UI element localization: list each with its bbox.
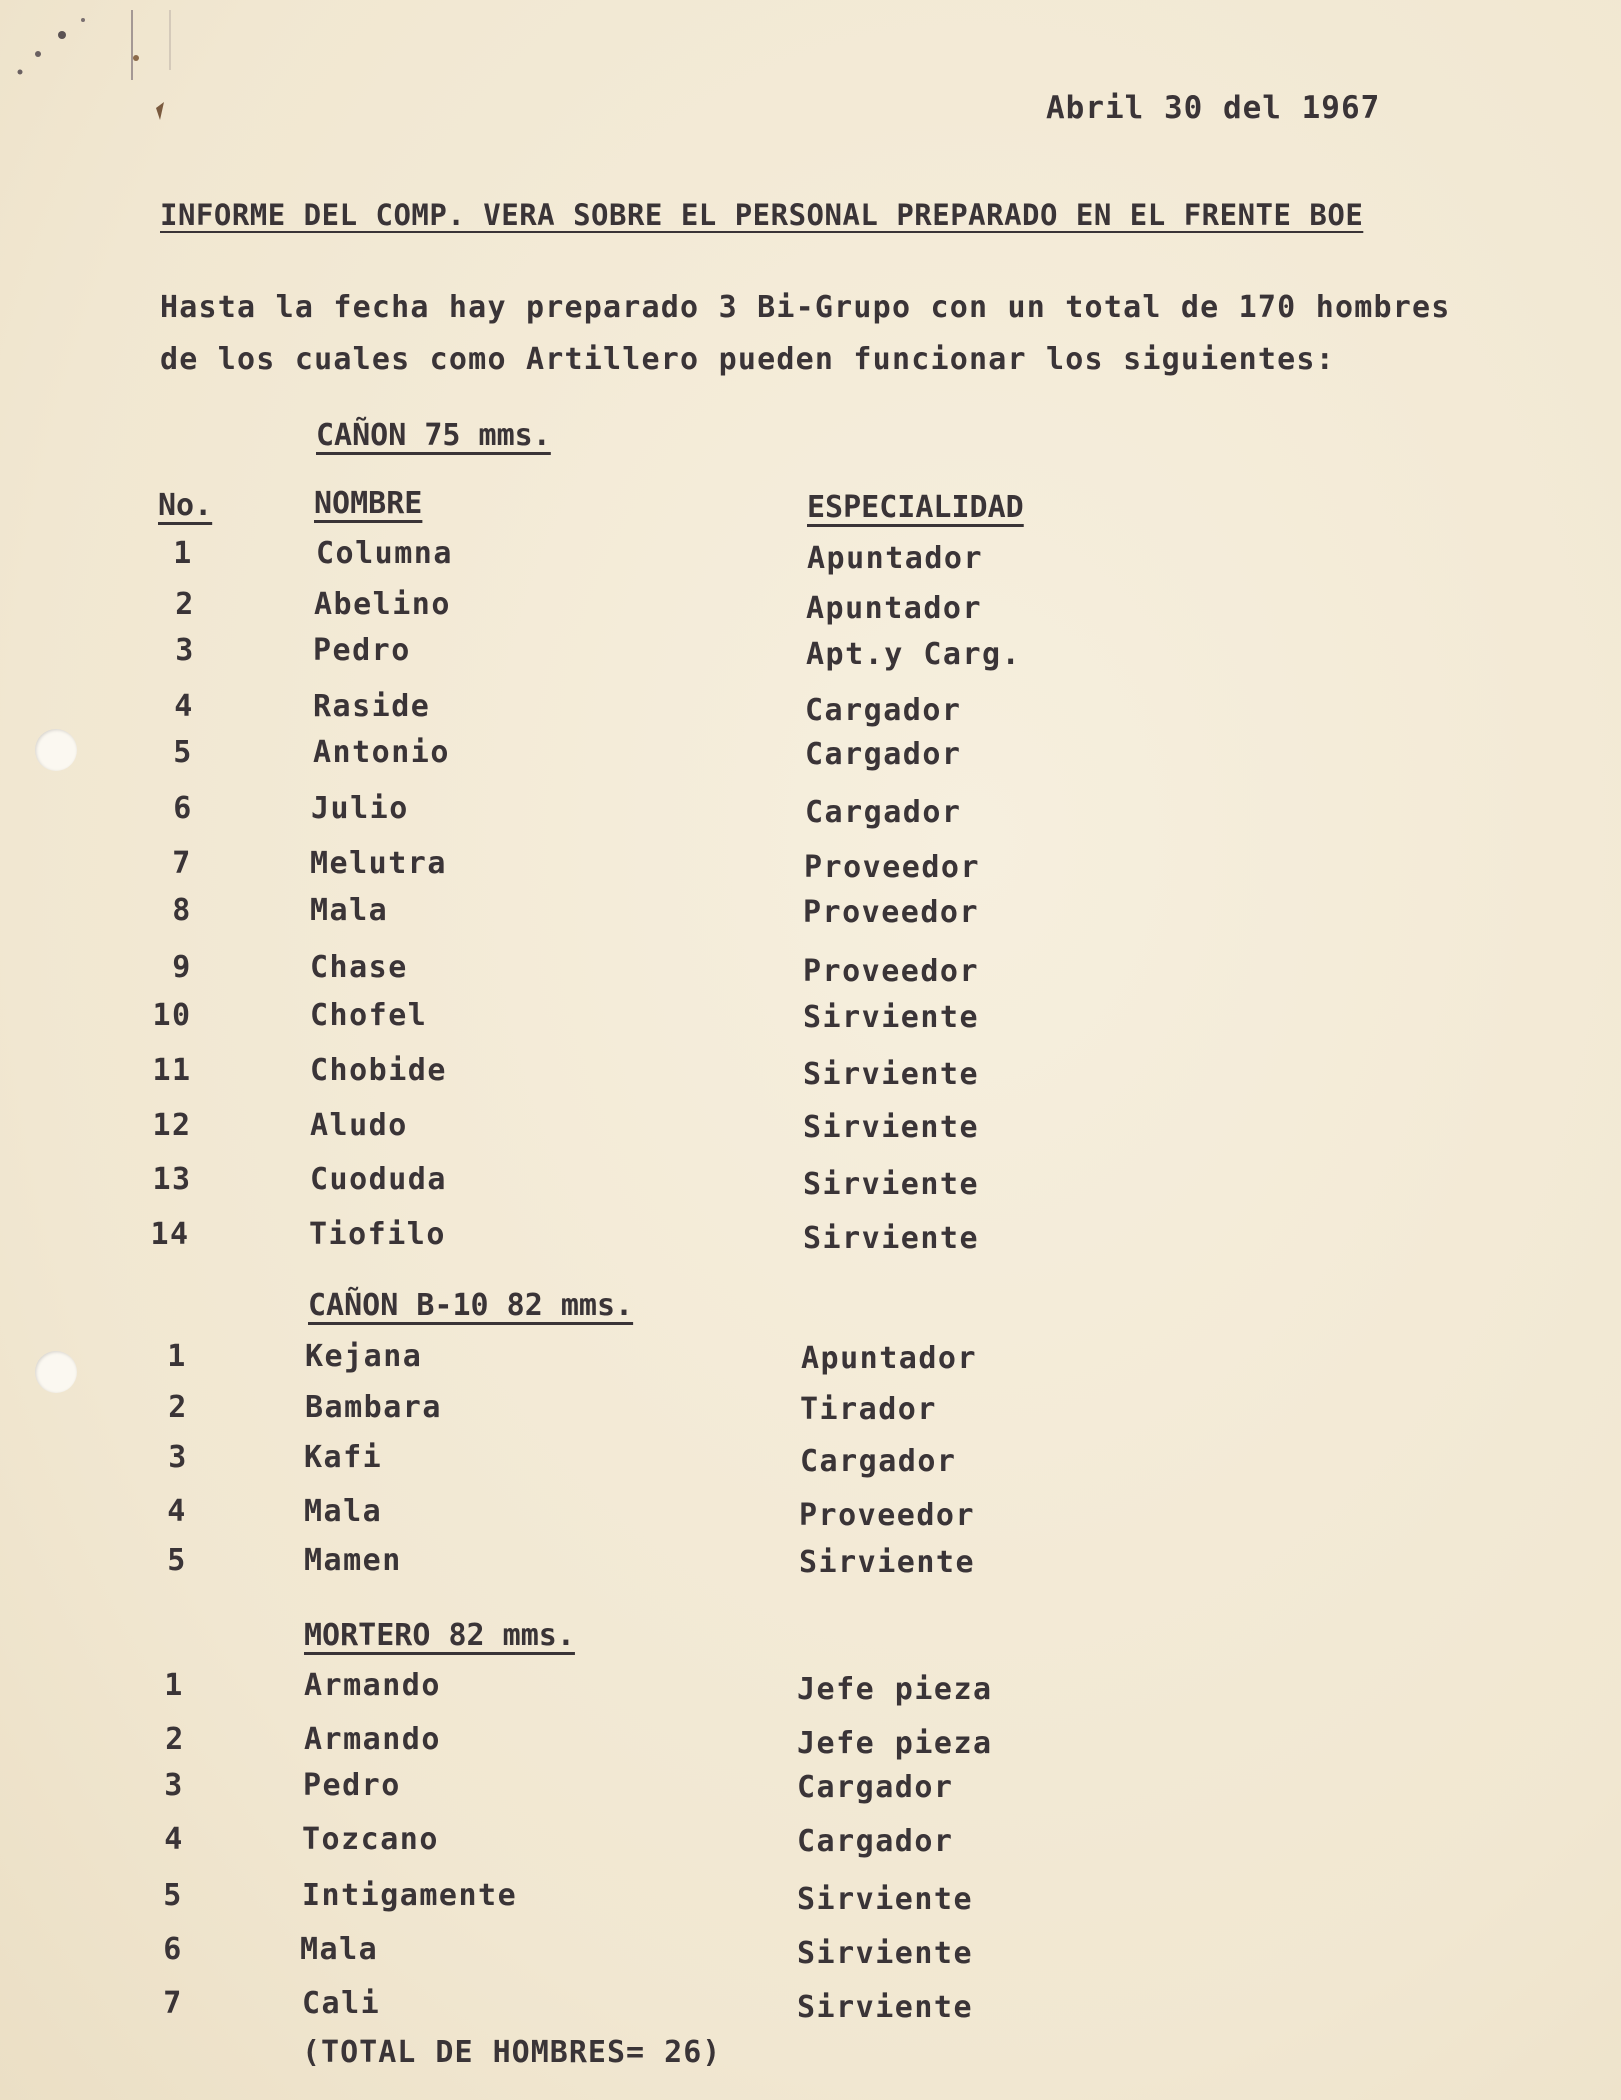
row-number: 13 — [152, 1162, 192, 1197]
row-specialty: Proveedor — [804, 850, 981, 885]
row-number: 1 — [167, 1339, 187, 1374]
row-name: Bambara — [305, 1390, 442, 1425]
row-number: 5 — [163, 1878, 183, 1913]
table-row — [0, 1878, 1621, 1922]
row-name: Kejana — [305, 1339, 423, 1374]
table-row — [0, 1543, 1621, 1587]
section-title-canon-75: CAÑON 75 mms. — [316, 418, 551, 453]
row-specialty: Sirviente — [803, 1057, 980, 1092]
row-name: Aludo — [310, 1108, 408, 1143]
table-row — [0, 1768, 1621, 1812]
table-row — [0, 1053, 1621, 1097]
row-specialty: Tirador — [800, 1392, 937, 1427]
row-name: Raside — [313, 689, 431, 724]
row-name: Melutra — [310, 846, 447, 881]
table-row — [0, 587, 1621, 631]
table-row — [0, 1494, 1621, 1538]
row-number: 7 — [172, 846, 192, 881]
intro-paragraph: Hasta la fecha hay preparado 3 Bi-Grupo con un total de 170 hombres de los cuales como Artillero pueden funcionar los siguientes: — [160, 290, 1451, 377]
row-specialty: Cargador — [805, 737, 962, 772]
row-specialty: Cargador — [797, 1824, 954, 1859]
row-specialty: Cargador — [805, 795, 962, 830]
table-row — [0, 1162, 1621, 1206]
column-header-name: NOMBRE — [314, 486, 423, 521]
table-row — [0, 633, 1621, 677]
row-number: 6 — [173, 791, 193, 826]
row-name: Antonio — [313, 735, 450, 770]
paper-specks — [8, 10, 178, 130]
table-row — [0, 1108, 1621, 1152]
row-number: 3 — [175, 633, 195, 668]
row-name: Julio — [311, 791, 409, 826]
row-number: 3 — [168, 1440, 188, 1475]
row-name: Mamen — [304, 1543, 402, 1578]
row-specialty: Apt.y Carg. — [806, 637, 1022, 672]
row-name: Chofel — [310, 998, 428, 1033]
row-name: Abelino — [314, 587, 451, 622]
row-number: 2 — [165, 1722, 185, 1757]
row-specialty: Cargador — [805, 693, 962, 728]
row-number: 5 — [167, 1543, 187, 1578]
table-row — [0, 998, 1621, 1042]
row-name: Armando — [304, 1722, 441, 1757]
row-number: 3 — [164, 1768, 184, 1803]
row-number: 2 — [175, 587, 195, 622]
row-name: Tiofilo — [309, 1217, 446, 1252]
document-date: Abril 30 del 1967 — [1046, 90, 1381, 126]
row-specialty: Apuntador — [806, 591, 983, 626]
row-name: Columna — [316, 536, 453, 571]
row-name: Mala — [304, 1494, 383, 1529]
section-title-canon-b10: CAÑON B-10 82 mms. — [308, 1288, 634, 1323]
row-name: Mala — [300, 1932, 379, 1967]
row-name: Chase — [310, 950, 408, 985]
row-name: Cali — [302, 1986, 381, 2021]
row-name: Pedro — [303, 1768, 401, 1803]
row-specialty: Sirviente — [803, 1221, 980, 1256]
table-row — [0, 1339, 1621, 1383]
table-row — [0, 735, 1621, 779]
column-header-no: No. — [158, 488, 213, 523]
row-specialty: Proveedor — [799, 1498, 976, 1533]
document-heading: INFORME DEL COMP. VERA SOBRE EL PERSONAL PREPARADO EN EL FRENTE BOE — [160, 198, 1364, 232]
row-specialty: Jefe pieza — [797, 1726, 993, 1761]
row-number: 4 — [167, 1494, 187, 1529]
row-name: Mala — [310, 893, 389, 928]
table-row — [0, 689, 1621, 733]
row-specialty: Cargador — [797, 1770, 954, 1805]
row-specialty: Sirviente — [803, 1167, 980, 1202]
row-specialty: Apuntador — [807, 541, 984, 576]
row-specialty: Sirviente — [799, 1545, 976, 1580]
row-name: Cuoduda — [310, 1162, 447, 1197]
row-specialty: Apuntador — [801, 1341, 978, 1376]
table-row — [0, 1822, 1621, 1866]
row-specialty: Sirviente — [797, 1882, 974, 1917]
total-men: (TOTAL DE HOMBRES= 26) — [302, 2035, 722, 2070]
row-name: Armando — [304, 1668, 441, 1703]
row-specialty: Proveedor — [803, 895, 980, 930]
row-specialty: Proveedor — [803, 954, 980, 989]
table-row — [0, 1668, 1621, 1712]
row-number: 5 — [173, 735, 193, 770]
row-name: Pedro — [313, 633, 411, 668]
row-number: 8 — [172, 893, 192, 928]
row-specialty: Sirviente — [797, 1936, 974, 1971]
row-name: Chobide — [310, 1053, 447, 1088]
table-row — [0, 846, 1621, 890]
column-header-specialty: ESPECIALIDAD — [807, 490, 1024, 525]
row-number: 4 — [164, 1822, 184, 1857]
section-title-mortero-82: MORTERO 82 mms. — [304, 1618, 575, 1653]
row-number: 11 — [152, 1053, 192, 1088]
row-number: 1 — [164, 1668, 184, 1703]
table-row — [0, 1932, 1621, 1976]
row-number: 6 — [163, 1932, 183, 1967]
row-name: Tozcano — [302, 1822, 439, 1857]
row-number: 14 — [150, 1217, 190, 1252]
table-row — [0, 536, 1621, 580]
table-row — [0, 950, 1621, 994]
row-number: 10 — [152, 998, 192, 1033]
table-row — [0, 1722, 1621, 1766]
table-row — [0, 791, 1621, 835]
table-row — [0, 1390, 1621, 1434]
row-number: 4 — [174, 689, 194, 724]
row-name: Kafi — [304, 1440, 383, 1475]
row-specialty: Sirviente — [803, 1110, 980, 1145]
table-row — [0, 893, 1621, 937]
row-specialty: Cargador — [800, 1444, 957, 1479]
row-specialty: Sirviente — [797, 1990, 974, 2025]
row-name: Intigamente — [302, 1878, 518, 1913]
row-number: 12 — [152, 1108, 192, 1143]
row-number: 7 — [163, 1986, 183, 2021]
row-number: 2 — [168, 1390, 188, 1425]
row-specialty: Sirviente — [803, 1000, 980, 1035]
row-number: 9 — [172, 950, 192, 985]
table-row — [0, 1217, 1621, 1261]
table-row — [0, 1440, 1621, 1484]
row-number: 1 — [173, 536, 193, 571]
row-specialty: Jefe pieza — [797, 1672, 993, 1707]
table-row — [0, 1986, 1621, 2030]
